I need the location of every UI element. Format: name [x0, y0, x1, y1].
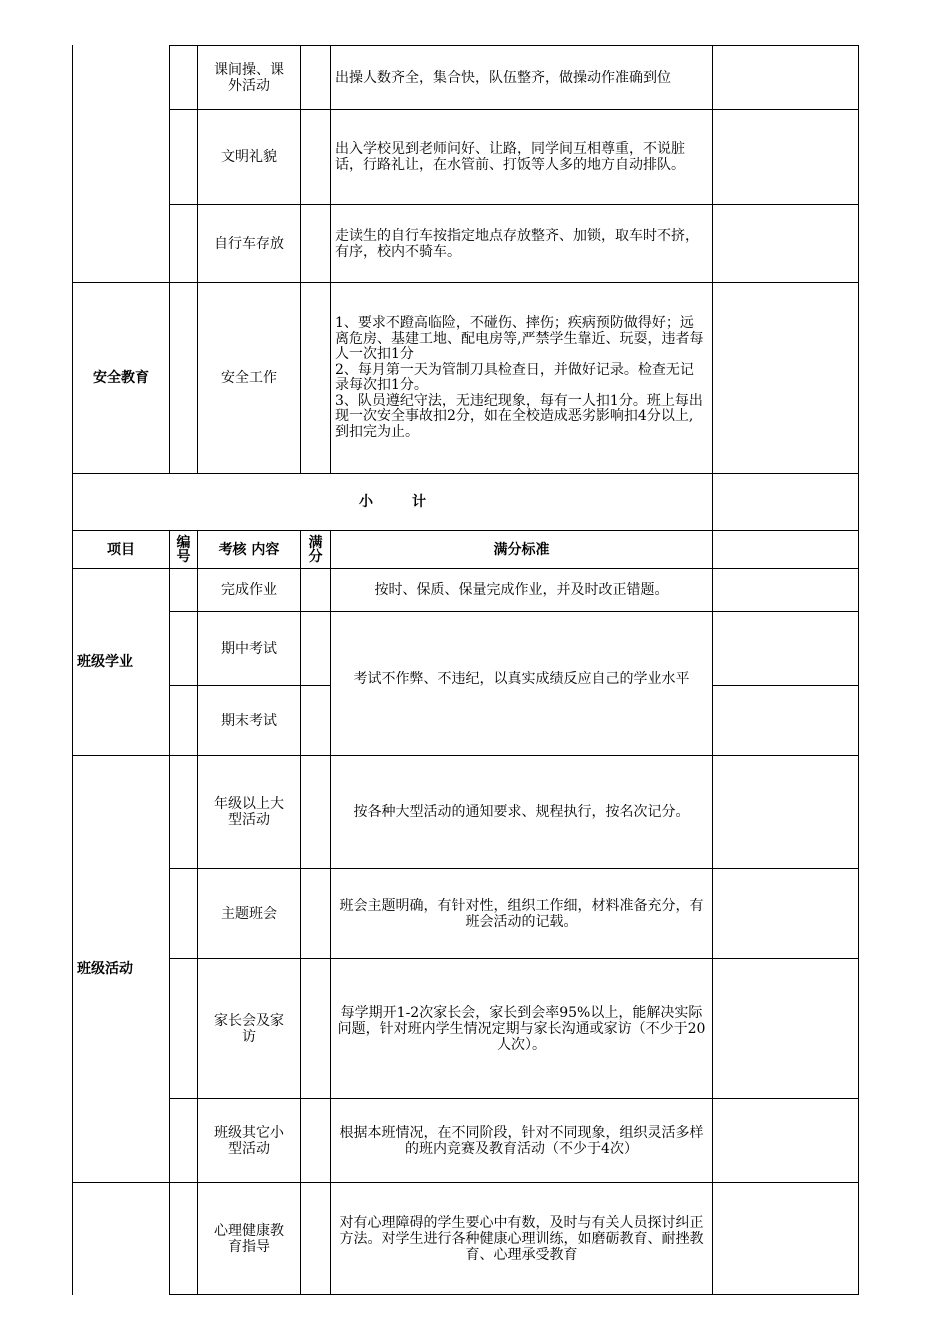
col-divider: [712, 45, 713, 1295]
row-line: [712, 685, 859, 686]
item-label: 心理健康教育指导: [214, 1222, 284, 1255]
item-label: 安全工作: [221, 370, 277, 386]
item-label: 自行车存放: [214, 235, 284, 252]
col-divider: [300, 530, 301, 1295]
header-content: 考核 内容: [218, 541, 280, 558]
item-label: 课间操、课外活动: [214, 61, 284, 94]
item-label: 文明礼貌: [221, 149, 277, 165]
project-label-academic: 班级学业: [77, 654, 133, 670]
header-number: 编号: [176, 534, 191, 565]
col-divider: [169, 530, 170, 1295]
item-label: 班级其它小型活动: [214, 1124, 284, 1157]
table-border-right: [858, 45, 859, 1295]
project-label-safety: 安全教育: [93, 370, 149, 386]
header-full-score: 满分: [308, 534, 323, 565]
item-label: 期末考试: [221, 712, 277, 729]
row-line: [169, 1294, 859, 1295]
subtotal-label: 小 计: [359, 494, 426, 510]
header-project: 项目: [107, 541, 135, 558]
criterion-text: 出操人数齐全，集合快，队伍整齐，做操动作准确到位: [335, 69, 671, 86]
criterion-text: 每学期开1-2次家长会，家长到会率95%以上，能解决实际问题，针对班内学生情况定期与家长沟通或家访（不少于20人次）。: [337, 1004, 706, 1053]
criterion-text: 按时、保质、保量完成作业，并及时改正错题。: [374, 582, 669, 598]
exam-criterion-text: 考试不作弊、不违纪，以真实成绩反应自己的学业水平: [353, 670, 690, 687]
criterion-text: 走读生的自行车按指定地点存放整齐、加锁，取车时不挤，有序，校内不骑车。: [335, 227, 699, 260]
header-standard: 满分标准: [493, 541, 550, 558]
criterion-text: 出入学校见到老师问好、让路，同学间互相尊重，不说脏话，行路礼让，在水管前、打饭等人多的地方自动排队。: [335, 141, 685, 173]
criterion-text: 按各种大型活动的通知要求、规程执行，按名次记分。: [353, 804, 690, 820]
criterion-text: 1、要求不蹬高临险，不碰伤、摔伤；疾病预防做得好；远离危房、基建工地、配电房等,严禁学生靠近、玩耍，违者每人一次扣1分 2、每月第一天为管制刀具检查日，并做好记录。检查无记录每次扣1分。 3、队员遵纪守法，无违纪现象，每有一人扣1分。班上每出现一次安全事故扣2分，如在全校造成恶劣影响扣4分以上,到扣完为止。: [335, 315, 704, 440]
criterion-text: 班会主题明确，有针对性，组织工作细，材料准备充分，有班会活动的记载。: [339, 897, 704, 930]
item-label: 主题班会: [221, 905, 277, 922]
project-label-activities: 班级活动: [77, 961, 133, 977]
criterion-text: 对有心理障碍的学生要心中有数，及时与有关人员探讨纠正方法。对学生进行各种健康心理训练，如磨砺教育、耐挫教育、心理承受教育: [339, 1214, 704, 1263]
criterion-text: 根据本班情况，在不同阶段，针对不同现象，组织灵活多样的班内竞赛及教育活动（不少于4次）: [339, 1124, 704, 1157]
item-label: 家长会及家访: [214, 1012, 284, 1045]
item-label: 完成作业: [221, 582, 277, 598]
item-label: 年级以上大型活动: [214, 796, 284, 828]
item-label: 期中考试: [221, 640, 277, 657]
